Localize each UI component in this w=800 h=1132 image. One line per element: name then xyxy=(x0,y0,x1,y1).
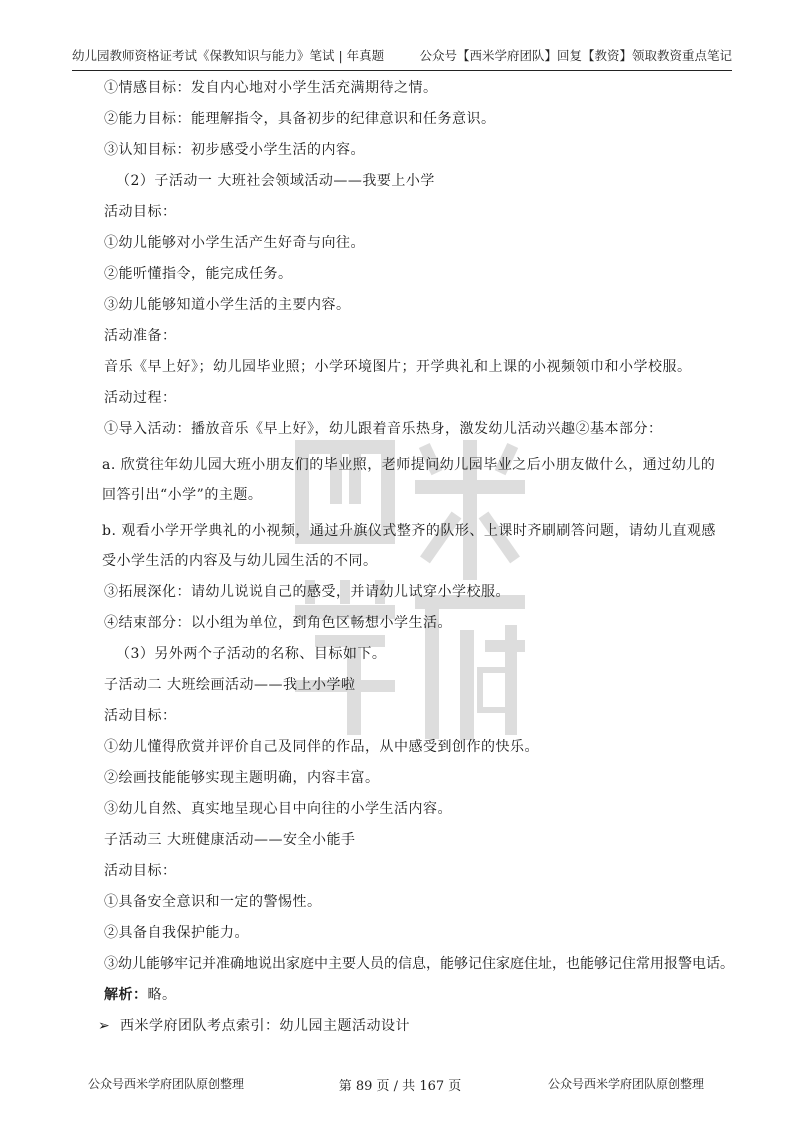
goal-item: ③幼儿能够牢记并准确地说出家庭中主要人员的信息，能够记住家庭住址，也能够记住常用报警电话。 xyxy=(104,956,734,972)
knowledge-index xyxy=(98,1016,728,1036)
activity-goals-label: 活动目标： xyxy=(104,708,177,724)
page-header xyxy=(72,40,732,71)
goal-item: ①幼儿懂得欣赏并评价自己及同伴的作品，从中感受到创作的快乐。 xyxy=(104,739,539,755)
footer-right: 公众号西米学府团队原创整理 xyxy=(547,1077,704,1091)
activity-goals-label: 活动目标： xyxy=(104,863,177,879)
activity-prep-label: 活动准备： xyxy=(104,328,177,344)
activity-goals-label: 活动目标： xyxy=(104,204,177,220)
goal-item: ③幼儿能够知道小学生活的主要内容。 xyxy=(104,297,351,313)
goal-item: ②绘画技能能够实现主题明确，内容丰富。 xyxy=(104,770,380,786)
process-step: ④结束部分：以小组为单位，到角色区畅想小学生活。 xyxy=(104,615,452,631)
footer-left: 公众号西米学府团队原创整理 xyxy=(88,1077,245,1091)
sub-activity-1-heading: （2）子活动一 大班社会领域活动——我要上小学 xyxy=(116,173,435,189)
goal-item: ②具备自我保护能力。 xyxy=(104,925,249,941)
analysis-label: 解析： xyxy=(104,987,148,1003)
goal-item: ③幼儿自然、真实地呈现心目中向往的小学生活内容。 xyxy=(104,801,452,817)
cognitive-goal: ③认知目标：初步感受小学生活的内容。 xyxy=(104,142,365,158)
analysis-text: 略。 xyxy=(147,987,177,1003)
header-promo: 公众号【西米学府团队】回复【教资】领取教资重点笔记 xyxy=(419,48,732,63)
process-step: ③拓展深化：请幼儿说说自己的感受，并请幼儿试穿小学校服。 xyxy=(104,584,510,600)
arrow-bullet-icon: ➢ xyxy=(98,1018,111,1034)
page-footer xyxy=(0,1075,800,1095)
sub-activity-2-heading: 子活动二 大班绘画活动——我上小学啦 xyxy=(104,677,356,693)
process-step-a: a. 欣赏往年幼儿园大班小朋友们的毕业照，老师提问幼儿园毕业之后小朋友做什么，通过幼儿的回答引出“小学”的主题。 xyxy=(102,457,716,503)
activity-prep-text: 音乐《早上好》；幼儿园毕业照；小学环境图片；开学典礼和上课的小视频领巾和小学校服。 xyxy=(104,359,692,375)
process-step-b: b. 观看小学开学典礼的小视频，通过升旗仪式整齐的队形、上课时齐刷刷答问题，请幼儿直观感受小学生活的内容及与幼儿园生活的不同。 xyxy=(102,523,716,569)
sub-activity-3-heading: 子活动三 大班健康活动——安全小能手 xyxy=(104,832,356,848)
analysis xyxy=(104,985,728,1005)
goal-item: ①幼儿能够对小学生活产生好奇与向往。 xyxy=(104,235,365,251)
page-number: 第 89 页 / 共 167 页 xyxy=(338,1079,462,1094)
process-step: ①导入活动：播放音乐《早上好》，幼儿跟着音乐热身，激发幼儿活动兴趣②基本部分： xyxy=(104,421,663,437)
goal-item: ①具备安全意识和一定的警惕性。 xyxy=(104,894,322,910)
activity-process-label: 活动过程： xyxy=(104,390,177,406)
emotion-goal: ①情感目标：发自内心地对小学生活充满期待之情。 xyxy=(104,80,438,96)
sub-activities-intro: （3）另外两个子活动的名称、目标如下。 xyxy=(116,646,387,662)
ability-goal: ②能力目标：能理解指令，具备初步的纪律意识和任务意识。 xyxy=(104,111,496,127)
page-content xyxy=(98,78,734,1047)
goal-item: ②能听懂指令，能完成任务。 xyxy=(104,266,293,282)
header-title: 幼儿园教师资格证考试《保教知识与能力》笔试 | 年真题 xyxy=(72,48,385,63)
knowledge-index-text: 西米学府团队考点索引：幼儿园主题活动设计 xyxy=(120,1018,410,1034)
